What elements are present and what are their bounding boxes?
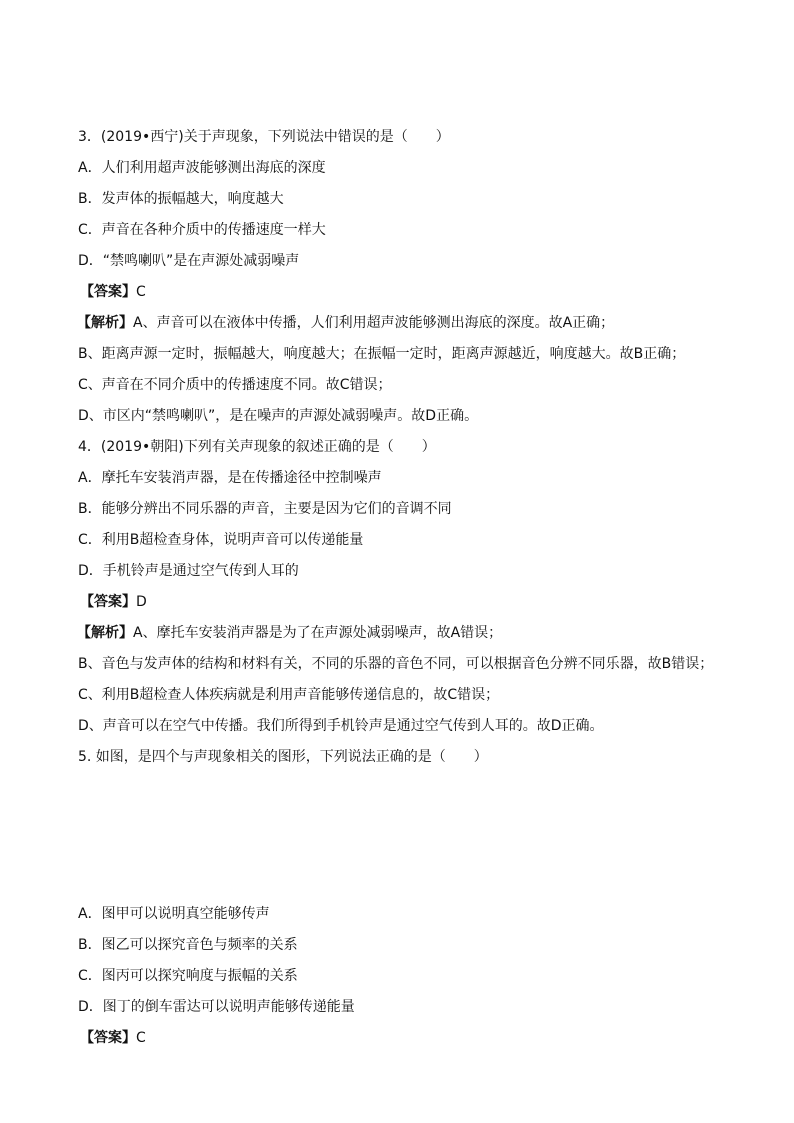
- q5-answer: [80, 1029, 146, 1047]
- q4-option-d: D．手机铃声是通过空气传到人耳的: [78, 563, 299, 579]
- q5-option-c: C．图丙可以探究响度与振幅的关系: [78, 968, 298, 984]
- q3-option-a: A．人们利用超声波能够测出海底的深度: [78, 160, 326, 176]
- q3-option-b: B．发声体的振幅越大，响度越大: [78, 191, 284, 207]
- analysis-text: A、摩托车安装消声器是为了在声源处减弱噪声，故A错误；: [133, 625, 503, 641]
- q4-analysis-line-3: C、利用B超检查人体疾病就是利用声音能够传递信息的，故C错误；: [78, 687, 500, 703]
- q5-option-a: A．图甲可以说明真空能够传声: [78, 906, 270, 922]
- q4-option-a: A．摩托车安装消声器，是在传播途径中控制噪声: [78, 470, 382, 486]
- q5-option-b: B．图乙可以探究音色与频率的关系: [78, 937, 298, 953]
- answer-value: C: [136, 1030, 146, 1046]
- analysis-label: 【解析】: [77, 625, 133, 641]
- q4-analysis-line-4: D、声音可以在空气中传播。我们所得到手机铃声是通过空气传到人耳的。故D正确。: [78, 718, 604, 734]
- q3-stem: 3．(2019•西宁)关于声现象，下列说法中错误的是（ ）: [78, 129, 450, 145]
- answer-value: C: [136, 284, 146, 300]
- q3-analysis-line-4: D、市区内“禁鸣喇叭”，是在噪声的声源处减弱噪声。故D正确。: [78, 408, 479, 424]
- q3-option-d: D．“禁鸣喇叭”是在声源处减弱噪声: [78, 253, 300, 269]
- answer-label: 【答案】: [80, 284, 136, 300]
- answer-label: 【答案】: [80, 594, 136, 610]
- q5-stem: 5. 如图，是四个与声现象相关的图形，下列说法正确的是（ ）: [78, 749, 488, 765]
- analysis-label: 【解析】: [77, 315, 133, 331]
- q3-option-c: C．声音在各种介质中的传播速度一样大: [78, 222, 326, 238]
- answer-label: 【答案】: [80, 1030, 136, 1046]
- q4-option-b: B．能够分辨出不同乐器的声音，主要是因为它们的音调不同: [78, 501, 452, 517]
- figure-placeholder: [78, 780, 718, 890]
- answer-value: D: [136, 594, 147, 610]
- q4-answer: [80, 593, 147, 611]
- q4-analysis-line-1: [77, 624, 502, 642]
- q5-option-d: D．图丁的倒车雷达可以说明声能够传递能量: [78, 999, 355, 1015]
- analysis-text: A、声音可以在液体中传播，人们利用超声波能够测出海底的深度。故A正确；: [133, 315, 615, 331]
- q4-option-c: C．利用B超检查身体，说明声音可以传递能量: [78, 532, 364, 548]
- q3-analysis-line-2: B、距离声源一定时，振幅越大，响度越大；在振幅一定时，距离声源越近，响度越大。故B正确；: [78, 346, 686, 362]
- q3-analysis-line-1: [77, 314, 614, 332]
- q4-stem: 4．(2019•朝阳)下列有关声现象的叙述正确的是（ ）: [78, 439, 436, 455]
- q3-analysis-line-3: C、声音在不同介质中的传播速度不同。故C错误；: [78, 377, 392, 393]
- q4-analysis-line-2: B、音色与发声体的结构和材料有关，不同的乐器的音色不同，可以根据音色分辨不同乐器，故B错误；: [78, 656, 714, 672]
- q3-answer: [80, 283, 146, 301]
